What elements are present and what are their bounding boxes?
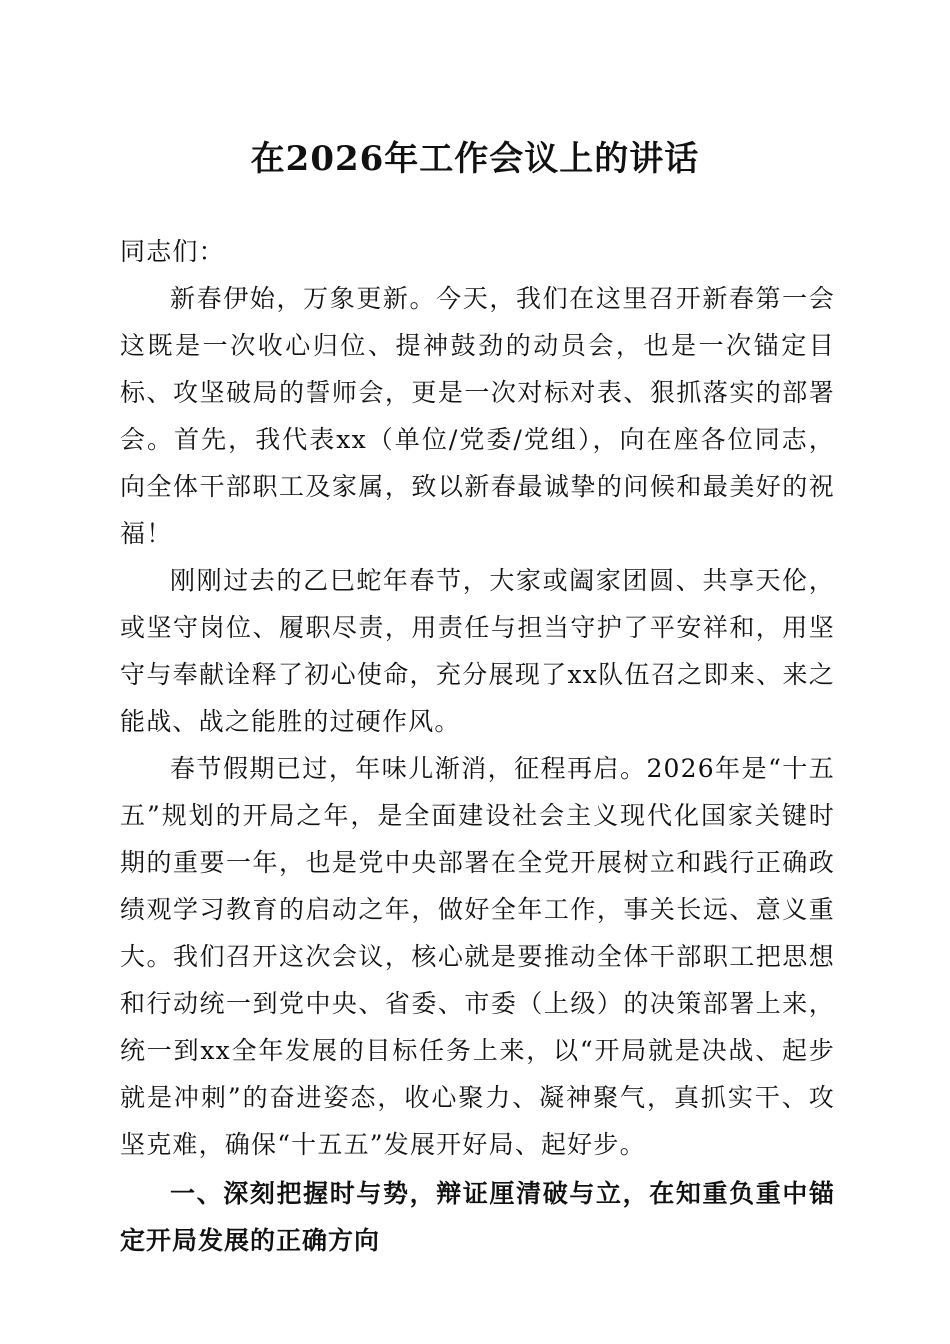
document-title: 在2026年工作会议上的讲话	[250, 139, 700, 179]
paragraph-opening: 新春伊始，万象更新。今天，我们在这里召开新春第一会这既是一次收心归位、提神鼓劲的动员会，也是一次锚定目标、攻坚破局的誓师会，更是一次对标对表、狠抓落实的部署会。首先，我代表xx（单位/党委/党组），向在座各位同志，向全体干部职工及家属，致以新春最诚挚的问候和最美好的祝福！	[120, 284, 835, 548]
section-heading: 一、深刻把握时与势，辩证厘清破与立，在知重负重中锚定开局发展的正确方向	[120, 1179, 835, 1255]
paragraph-meeting-purpose: 春节假期已过，年味儿渐消，征程再启。2026年是“十五五”规划的开局之年，是全面建设社会主义现代化国家关键时期的重要一年，也是党中央部署在全党开展树立和践行正确政绩观学习教育的启动之年，做好全年工作，事关长远、意义重大。我们召开这次会议，核心就是要推动全体干部职工把思想和行动统一到党中央、省委、市委（上级）的决策部署上来，统一到xx全年发展的目标任务上来，以“开局就是决战、起步就是冲刺”的奋进姿态，收心聚力、凝神聚气，真抓实干、攻坚克难，确保“十五五”发展开好局、起好步。	[120, 754, 835, 1159]
salutation: 同志们：	[120, 237, 225, 266]
paragraph-spring-festival: 刚刚过去的乙巳蛇年春节，大家或阖家团圆、共享天伦，或坚守岗位、履职尽责，用责任与担当守护了平安祥和，用坚守与奉献诠释了初心使命，充分展现了xx队伍召之即来、来之能战、战之能胜的过硬作风。	[120, 566, 835, 736]
document-body	[120, 228, 835, 1264]
